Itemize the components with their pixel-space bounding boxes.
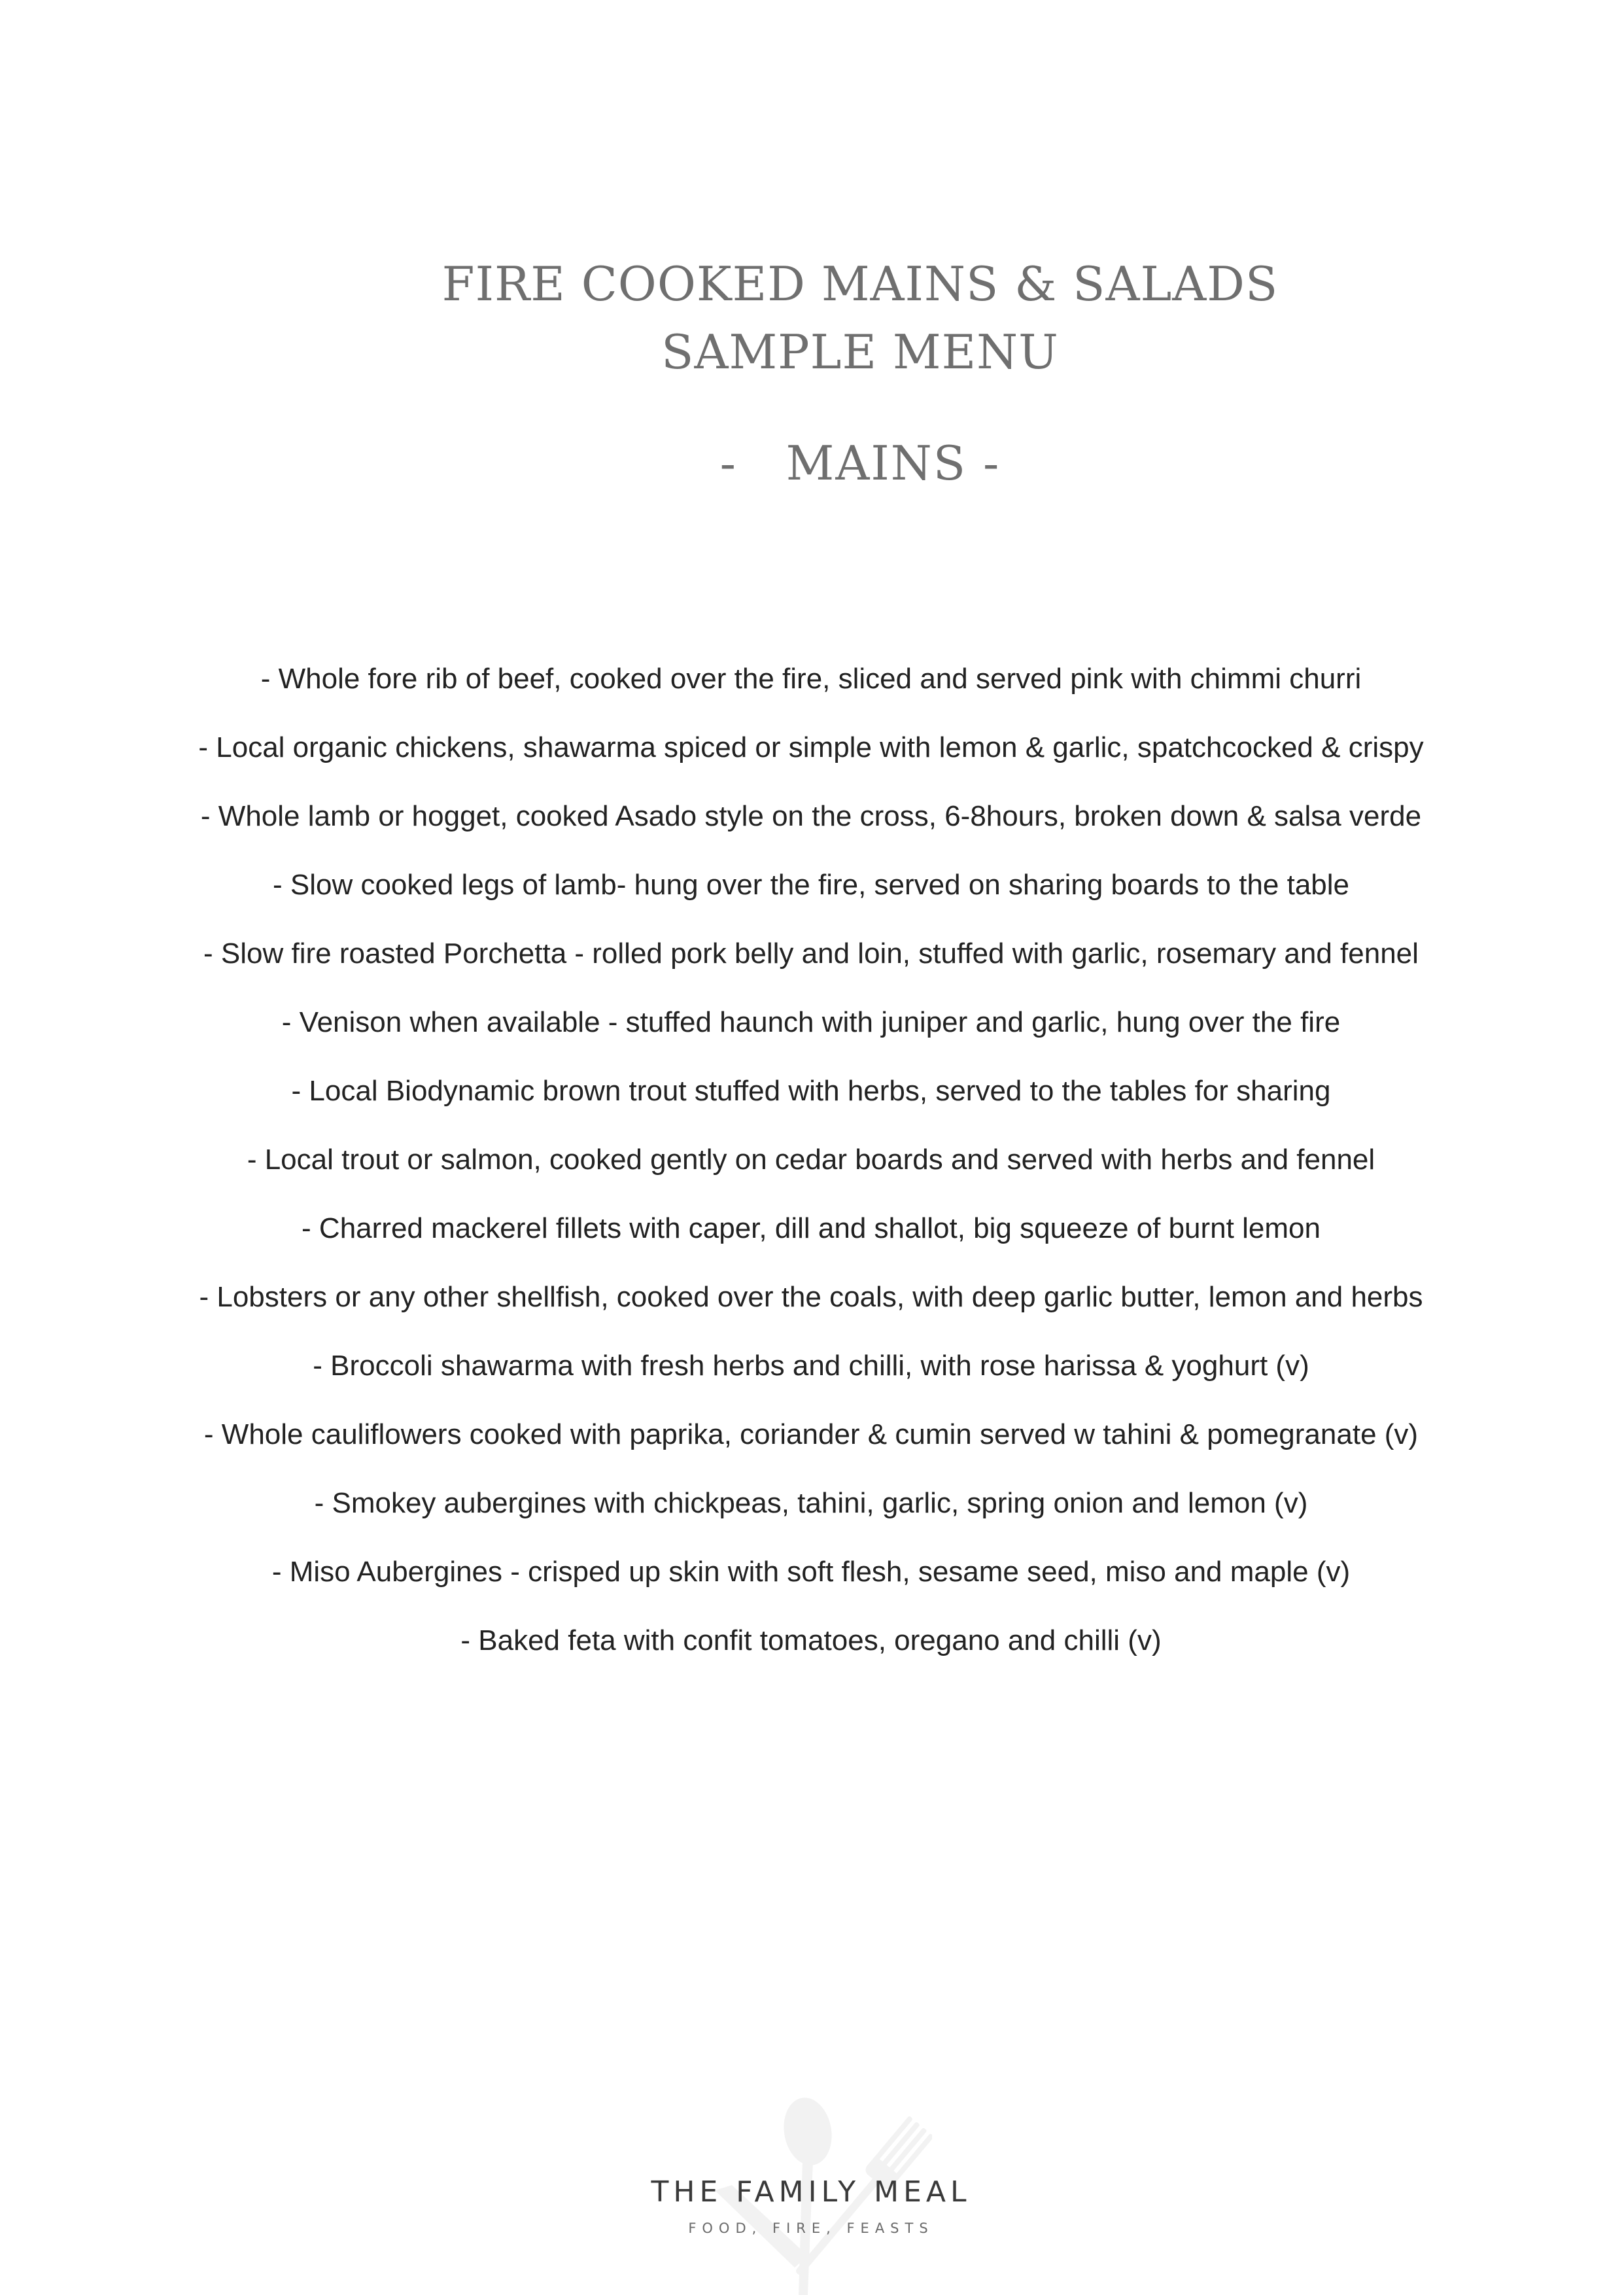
section-heading-mains: - MAINS - xyxy=(719,436,1001,491)
menu-item: - Lobsters or any other shellfish, cooked over the coals, with deep garlic butter, lemon and herbs xyxy=(199,1281,1423,1313)
menu-item-list xyxy=(177,661,1445,1691)
menu-title-line-1: FIRE COOKED MAINS & SALADS xyxy=(441,256,1279,311)
menu-item: - Whole lamb or hogget, cooked Asado style on the cross, 6-8hours, broken down & salsa verde xyxy=(200,800,1422,832)
menu-item: - Whole fore rib of beef, cooked over the fire, sliced and served pink with chimmi churri xyxy=(260,663,1362,695)
menu-item: - Whole cauliflowers cooked with paprika, coriander & cumin served w tahini & pomegranate (v) xyxy=(203,1418,1419,1450)
menu-item: - Charred mackerel fillets with caper, dill and shallot, big squeeze of burnt lemon xyxy=(302,1212,1321,1244)
brand-logo xyxy=(615,2080,1007,2295)
brand-tagline: FOOD, FIRE, FEASTS xyxy=(688,2220,934,2236)
menu-item: - Slow cooked legs of lamb- hung over the fire, served on sharing boards to the table xyxy=(272,869,1350,901)
brand-name: THE FAMILY MEAL xyxy=(651,2175,971,2209)
menu-title xyxy=(196,250,1524,386)
menu-item: - Baked feta with confit tomatoes, oregano and chilli (v) xyxy=(460,1624,1162,1656)
menu-item: - Broccoli shawarma with fresh herbs and chilli, with rose harissa & yoghurt (v) xyxy=(313,1350,1309,1382)
menu-title-line-2: SAMPLE MENU xyxy=(661,324,1059,379)
menu-item: - Local Biodynamic brown trout stuffed with herbs, served to the tables for sharing xyxy=(291,1075,1331,1107)
menu-item: - Smokey aubergines with chickpeas, tahini, garlic, spring onion and lemon (v) xyxy=(314,1487,1308,1519)
menu-item: - Local trout or salmon, cooked gently on cedar boards and served with herbs and fennel xyxy=(247,1144,1375,1176)
menu-item: - Local organic chickens, shawarma spiced or simple with lemon & garlic, spatchcocked & crispy xyxy=(198,731,1424,763)
menu-item: - Venison when available - stuffed haunch with juniper and garlic, hung over the fire xyxy=(281,1006,1341,1038)
menu-item: - Slow fire roasted Porchetta - rolled pork belly and loin, stuffed with garlic, rosemary and fennel xyxy=(203,937,1419,970)
menu-item: - Miso Aubergines - crisped up skin with soft flesh, sesame seed, miso and maple (v) xyxy=(271,1556,1351,1588)
